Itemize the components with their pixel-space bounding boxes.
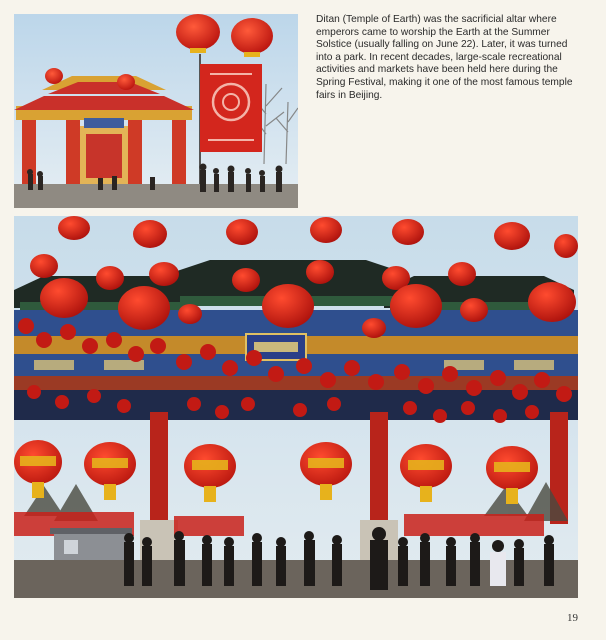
photo-caption: Ditan (Temple of Earth) was the sacrificial altar where emperors came to worship the Earth at the Summer Solstice (usually falling on June 22). Later, it was turned into a park. In recent decades, large-scale recreational activities and markets have been held here during the Spring Festival, making it one of the most famous temple fairs in Beijing. — [316, 14, 573, 101]
page-number: 19 — [567, 612, 578, 624]
photo-temple-fair-gate — [14, 14, 298, 208]
photo-pailou-archway-image — [14, 216, 578, 598]
photo-pailou-archway — [14, 216, 578, 598]
photo-temple-fair-gate-image — [14, 14, 298, 208]
